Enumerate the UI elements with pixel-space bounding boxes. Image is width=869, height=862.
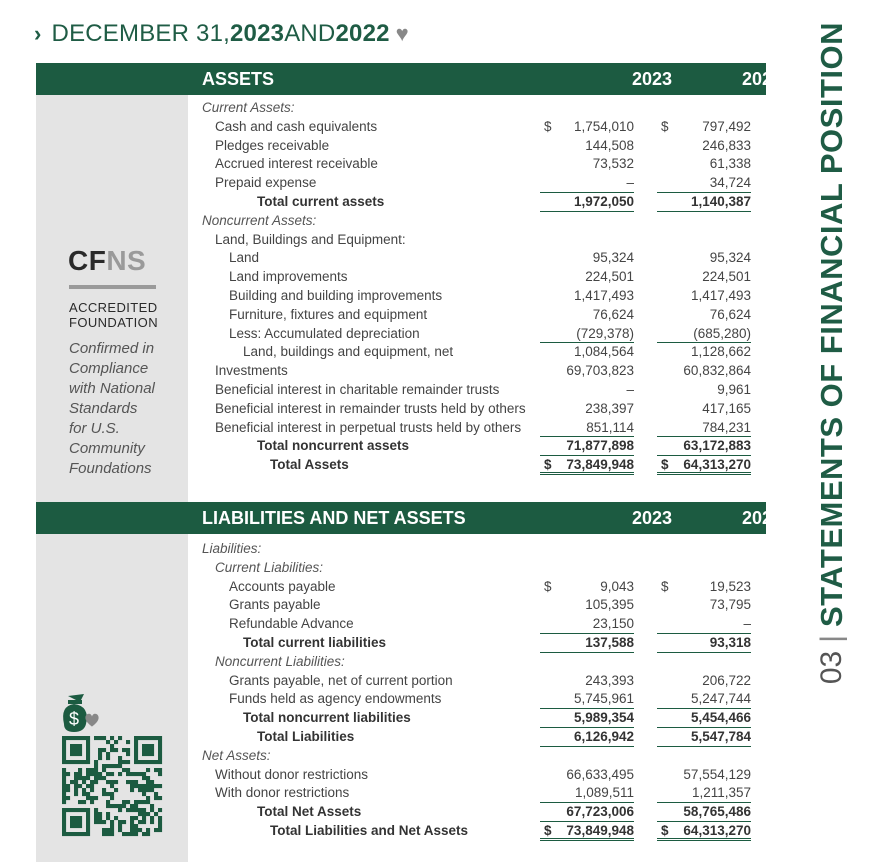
value-2023: 1,089,511 xyxy=(540,784,634,803)
statement-row xyxy=(188,615,766,634)
value-2023: 238,397 xyxy=(585,400,634,416)
value-2023: – xyxy=(540,174,634,193)
value-2022: 5,547,784 xyxy=(657,728,751,747)
row-label: Land xyxy=(229,250,260,266)
row-label: Noncurrent Assets: xyxy=(202,212,317,228)
value-2023: $ 9,043 xyxy=(540,578,634,597)
statement-row xyxy=(188,784,766,803)
statement-row xyxy=(188,343,766,362)
statement-row xyxy=(188,118,766,137)
statement-row xyxy=(188,419,766,438)
row-label: Refundable Advance xyxy=(229,616,354,632)
value-2023: – xyxy=(626,381,634,397)
statement-row xyxy=(188,400,766,419)
value-2023: 1,972,050 xyxy=(540,193,634,212)
value-2023: 105,395 xyxy=(585,597,634,613)
value-2023: 1,084,564 xyxy=(573,344,634,360)
row-label: Grants payable, net of current portion xyxy=(229,672,453,688)
row-label: Total current liabilities xyxy=(243,634,387,650)
row-label: Total Net Assets xyxy=(257,804,362,820)
value-2022: 1,211,357 xyxy=(657,784,751,803)
value-2022: 93,318 xyxy=(657,634,751,653)
heart-icon: ♥ xyxy=(395,21,409,46)
statement-row xyxy=(188,690,766,709)
statement-row xyxy=(188,709,766,728)
value-2023: (729,378) xyxy=(540,325,634,344)
statement-row xyxy=(188,193,766,212)
row-label: Current Liabilities: xyxy=(215,559,324,575)
assets-table xyxy=(188,99,766,475)
liabilities-header-label: LIABILITIES AND NET ASSETS xyxy=(202,508,466,528)
value-2022: 224,501 xyxy=(702,269,751,285)
liabilities-table xyxy=(188,540,766,841)
value-2022: 63,172,883 xyxy=(657,437,751,456)
statement-row xyxy=(188,822,766,841)
row-label: Total current assets xyxy=(257,193,385,209)
value-2023: $ 73,849,948 xyxy=(540,822,634,841)
currency-symbol: $ xyxy=(661,822,669,838)
value-2022: 1,417,493 xyxy=(690,287,751,303)
value-2022: 76,624 xyxy=(709,306,751,322)
currency-symbol: $ xyxy=(661,118,669,134)
assets-sidebar xyxy=(36,95,188,502)
row-label: Pledges receivable xyxy=(215,137,330,153)
row-label: Without donor restrictions xyxy=(215,766,369,782)
row-label: Total noncurrent assets xyxy=(257,438,410,454)
statement-row xyxy=(188,766,766,785)
row-label: Less: Accumulated depreciation xyxy=(229,325,420,341)
statement-row xyxy=(188,325,766,344)
row-label: Land improvements xyxy=(229,269,348,285)
row-label: Prepaid expense xyxy=(215,175,317,191)
row-label: Land, Buildings and Equipment: xyxy=(215,231,406,247)
row-label: Grants payable xyxy=(229,597,321,613)
currency-symbol: $ xyxy=(544,578,552,594)
statement-row xyxy=(188,268,766,287)
value-2023: 23,150 xyxy=(540,615,634,634)
value-2023: 69,703,823 xyxy=(566,363,634,379)
currency-symbol: $ xyxy=(544,118,552,134)
row-label: Cash and cash equivalents xyxy=(215,118,378,134)
statement-row xyxy=(188,728,766,747)
value-2023: 73,532 xyxy=(592,156,634,172)
svg-text:$: $ xyxy=(69,709,80,729)
title-and: AND xyxy=(284,20,336,47)
value-2023: $ 1,754,010 xyxy=(540,118,634,137)
statement-row xyxy=(188,803,766,822)
row-label: Land, buildings and equipment, net xyxy=(243,344,454,360)
row-label: Total Liabilities xyxy=(257,728,355,744)
assets-header-year2: 2022 xyxy=(741,69,782,89)
row-label: With donor restrictions xyxy=(215,785,350,801)
statement-row xyxy=(188,174,766,193)
value-2022: 57,554,129 xyxy=(683,766,751,782)
value-2022: $ 64,313,270 xyxy=(657,456,751,475)
page-title xyxy=(34,18,409,50)
value-2023: 67,723,006 xyxy=(540,803,634,822)
statement-row xyxy=(188,306,766,325)
assets-header xyxy=(36,63,782,95)
value-2023: 95,324 xyxy=(592,250,634,266)
statement-row xyxy=(188,231,766,250)
statement-row xyxy=(188,540,766,559)
value-2022: $ 64,313,270 xyxy=(657,822,751,841)
statement-row xyxy=(188,634,766,653)
title-year-b: 2022 xyxy=(335,20,390,47)
statement-row xyxy=(188,437,766,456)
statement-row xyxy=(188,672,766,691)
value-2022: 1,128,662 xyxy=(690,344,751,360)
title-prefix: DECEMBER 31, xyxy=(51,20,230,47)
statement-row xyxy=(188,212,766,231)
value-2022: 61,338 xyxy=(709,156,751,172)
value-2023: 243,393 xyxy=(585,672,634,688)
statement-row xyxy=(188,747,766,766)
assets-header-label: ASSETS xyxy=(202,69,275,89)
value-2022: 784,231 xyxy=(657,419,751,438)
value-2023: $ 73,849,948 xyxy=(540,456,634,475)
value-2022: $ 797,492 xyxy=(657,118,751,137)
row-label: Investments xyxy=(215,363,288,379)
statement-row xyxy=(188,99,766,118)
cfns-logo: CFNS xyxy=(68,245,147,276)
row-label: Total noncurrent liabilities xyxy=(243,710,411,726)
currency-symbol: $ xyxy=(661,457,669,473)
value-2022: – xyxy=(657,615,751,634)
value-2023: 144,508 xyxy=(585,137,634,153)
row-label: Accounts payable xyxy=(229,578,336,594)
value-2023: 224,501 xyxy=(585,269,634,285)
row-label: Total Assets xyxy=(270,457,349,473)
row-label: Noncurrent Liabilities: xyxy=(215,653,345,669)
row-label: Beneficial interest in perpetual trusts held by others xyxy=(215,419,522,435)
value-2022: 58,765,486 xyxy=(657,803,751,822)
row-label: Accrued interest receivable xyxy=(215,156,378,172)
liabilities-header-year2: 2022 xyxy=(741,508,782,528)
row-label: Current Assets: xyxy=(202,100,295,115)
value-2023: 71,877,898 xyxy=(540,437,634,456)
statement-row xyxy=(188,249,766,268)
value-2023: 6,126,942 xyxy=(540,728,634,747)
statement-row xyxy=(188,596,766,615)
value-2022: 246,833 xyxy=(702,137,751,153)
value-2022: 34,724 xyxy=(657,174,751,193)
qr-area xyxy=(60,688,168,838)
row-label: Building and building improvements xyxy=(229,287,443,303)
row-label: Total Liabilities and Net Assets xyxy=(270,822,469,838)
statement-row xyxy=(188,456,766,475)
currency-symbol: $ xyxy=(544,822,552,838)
value-2023: 66,633,495 xyxy=(566,766,634,782)
row-label: Beneficial interest in charitable remainder trusts xyxy=(215,381,500,397)
accredited-label: ACCREDITED FOUNDATION xyxy=(69,300,158,330)
qr-code[interactable] xyxy=(60,734,164,838)
value-2022: 206,722 xyxy=(702,672,751,688)
currency-symbol: $ xyxy=(661,578,669,594)
value-2022: 73,795 xyxy=(709,597,751,613)
value-2022: 1,140,387 xyxy=(657,193,751,212)
row-label: Furniture, fixtures and equipment xyxy=(229,306,428,322)
statement-row xyxy=(188,137,766,156)
value-2022: 60,832,864 xyxy=(683,363,751,379)
value-2022: (685,280) xyxy=(657,325,751,344)
value-2023: 5,989,354 xyxy=(540,709,634,728)
statement-row xyxy=(188,653,766,672)
statement-row xyxy=(188,578,766,597)
value-2023: 1,417,493 xyxy=(573,287,634,303)
statement-row xyxy=(188,155,766,174)
statement-row xyxy=(188,559,766,578)
value-2022: $ 19,523 xyxy=(657,578,751,597)
title-year-a: 2023 xyxy=(229,20,285,47)
statement-row xyxy=(188,362,766,381)
side-title-text: STATEMENTS OF FINANCIAL POSITION xyxy=(814,22,849,627)
value-2022: 95,324 xyxy=(709,250,751,266)
side-title xyxy=(812,22,852,742)
logo-underline xyxy=(69,285,156,289)
value-2023: 5,745,961 xyxy=(540,690,634,709)
value-2023: 137,588 xyxy=(540,634,634,653)
statement-row xyxy=(188,381,766,400)
row-label: Net Assets: xyxy=(202,747,271,763)
value-2023: 851,114 xyxy=(540,419,634,438)
assets-header-year1: 2023 xyxy=(631,69,672,89)
value-2022: 417,165 xyxy=(702,400,751,416)
value-2022: 5,247,744 xyxy=(657,690,751,709)
value-2023: 76,624 xyxy=(592,306,634,322)
chevron-right-icon: › xyxy=(34,21,42,46)
row-label: Liabilities: xyxy=(202,541,262,556)
liabilities-header xyxy=(36,502,782,534)
row-label: Beneficial interest in remainder trusts held by others xyxy=(215,400,526,416)
currency-symbol: $ xyxy=(544,457,552,473)
statement-row xyxy=(188,287,766,306)
value-2022: 5,454,466 xyxy=(657,709,751,728)
value-2022: 9,961 xyxy=(717,381,751,397)
side-title-separator: | xyxy=(815,635,848,643)
page-number: 03 xyxy=(815,650,848,685)
row-label: Funds held as agency endowments xyxy=(229,691,442,707)
liabilities-header-year1: 2023 xyxy=(631,508,672,528)
compliance-statement: Confirmed in Compliance with National Standards for U.S. Community Foundations xyxy=(69,340,155,477)
